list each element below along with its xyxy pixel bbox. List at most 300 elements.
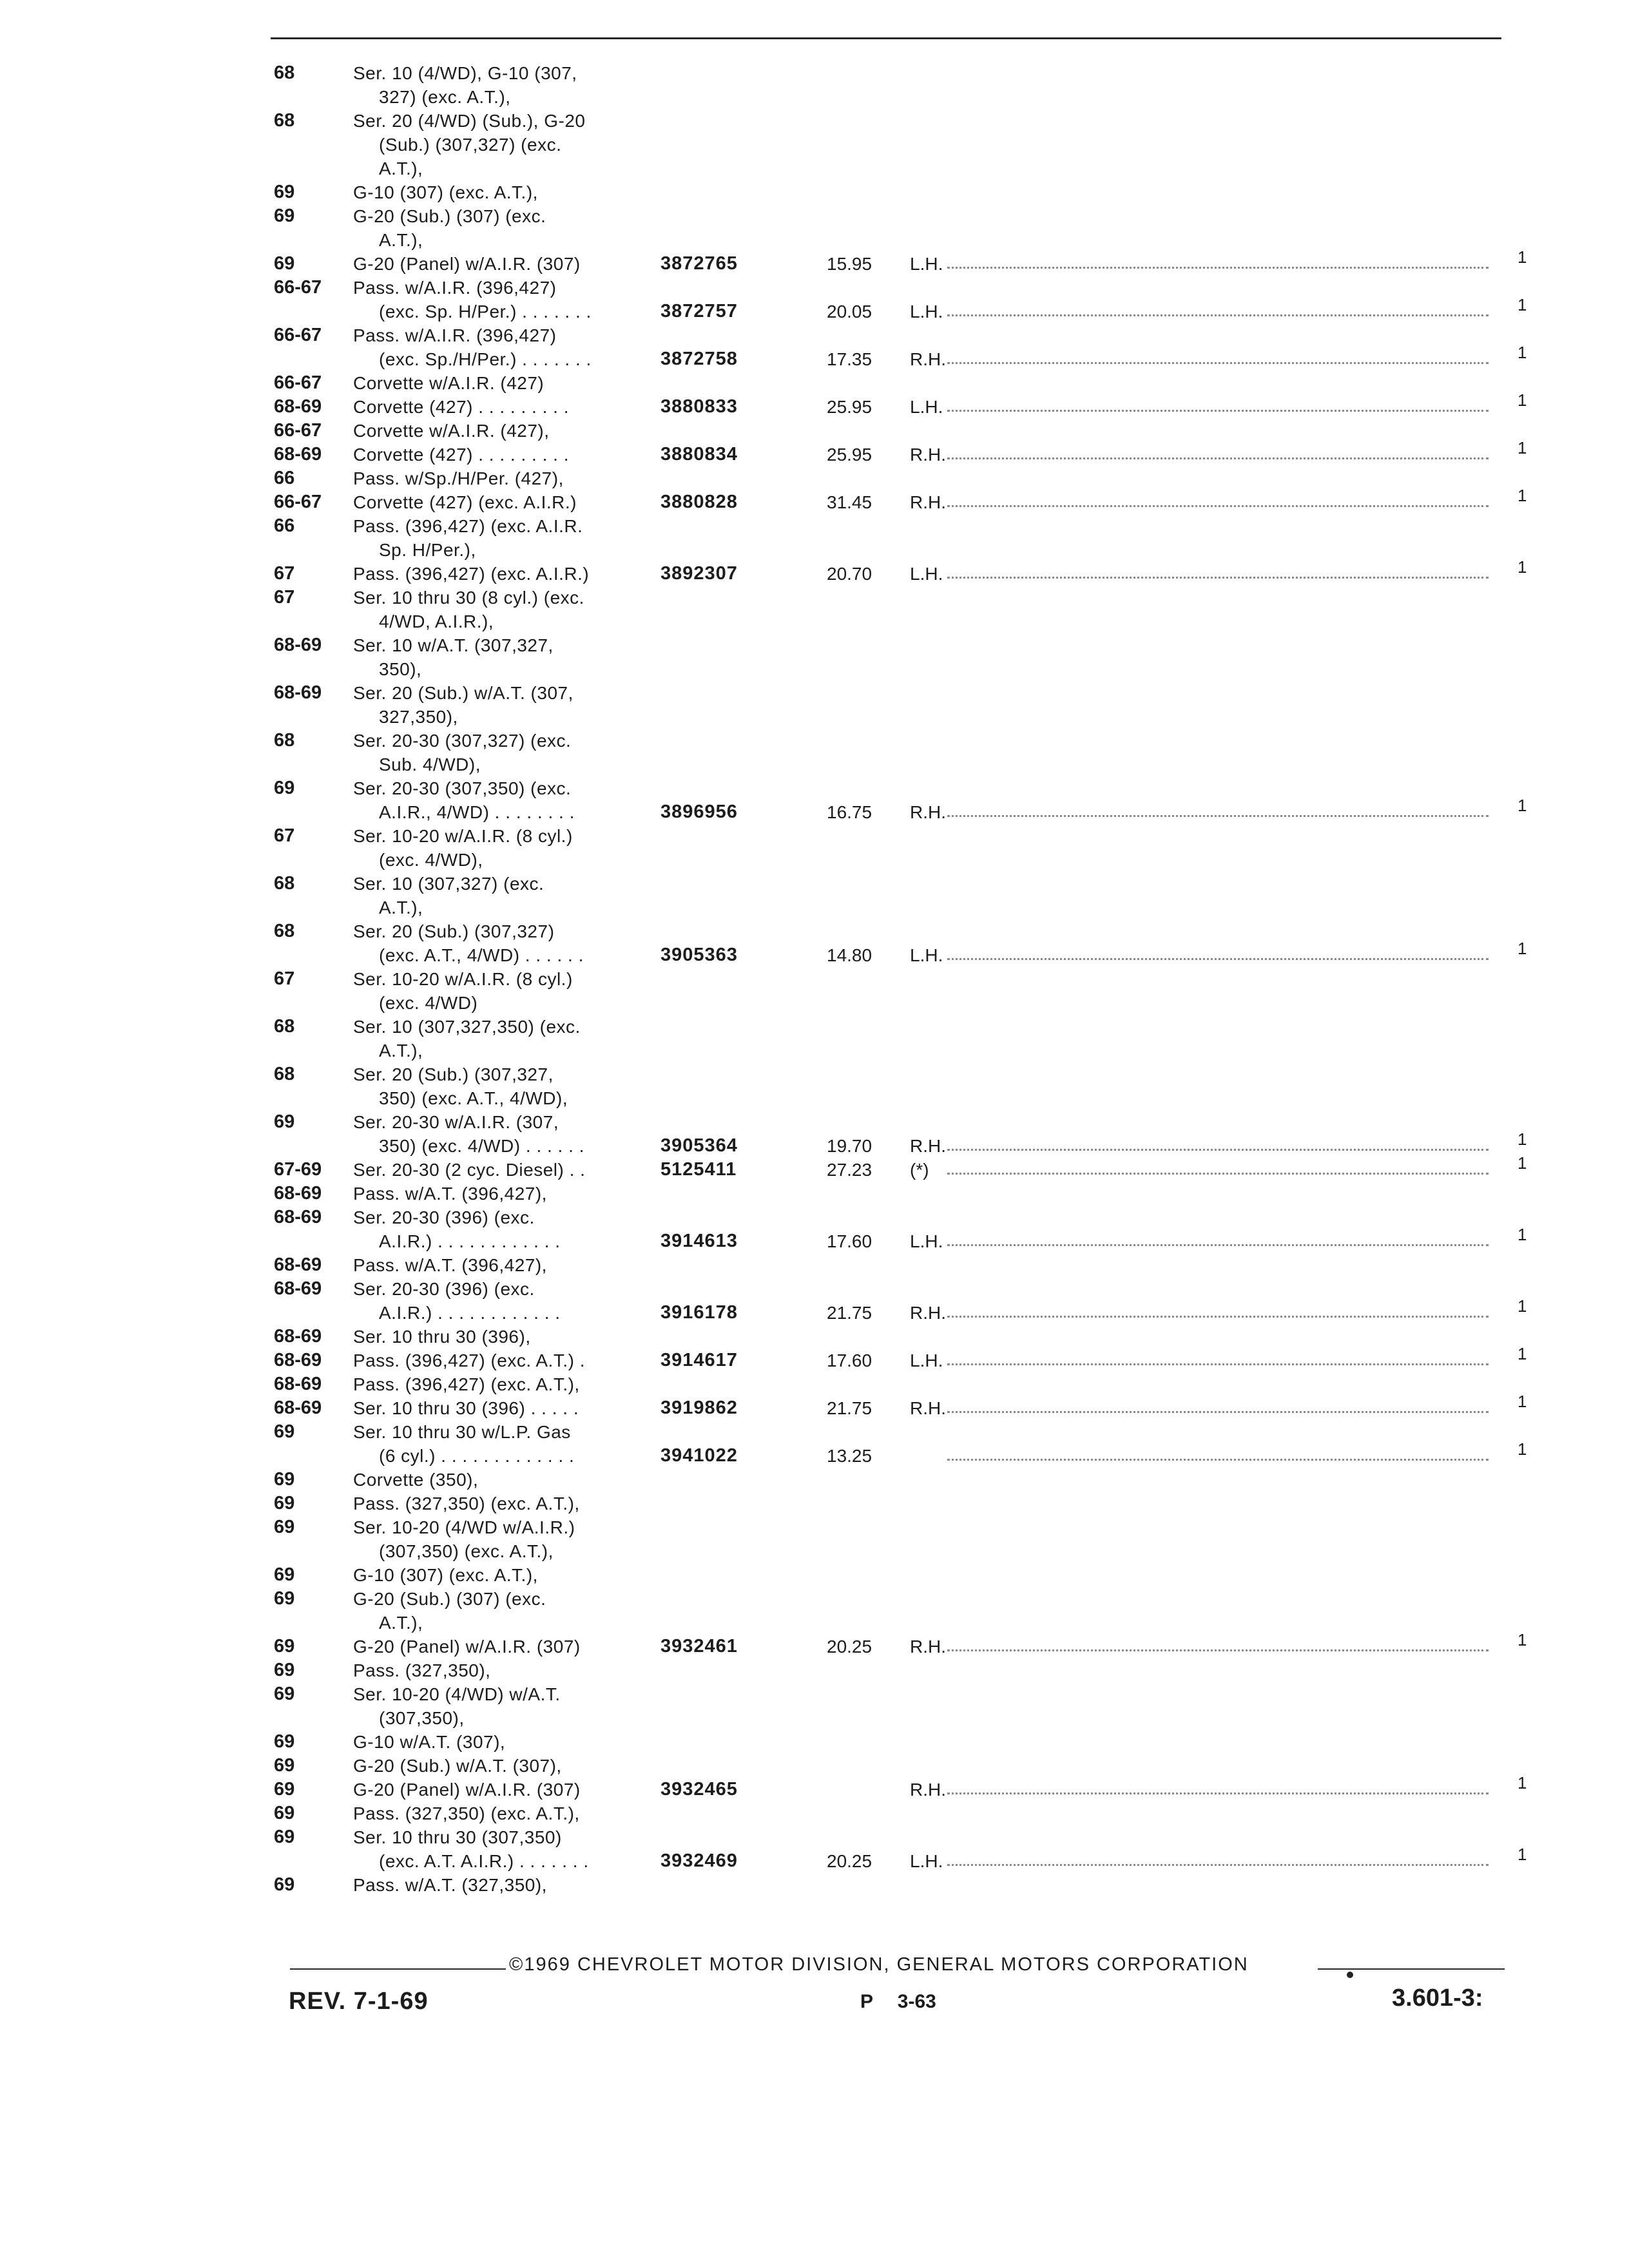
quantity: 1: [1518, 1225, 1527, 1244]
catalog-entry: [0, 514, 1629, 562]
model-years: 68: [274, 1064, 295, 1084]
entry-line: [0, 1344, 1629, 1372]
quantity: 1: [1518, 1845, 1527, 1864]
application-description: Ser. 20-30 (307,350) (exc.: [353, 778, 572, 798]
list-price: 20.05: [827, 302, 872, 322]
entry-line: [0, 466, 1629, 490]
side-designation: L.H.: [910, 302, 943, 322]
parts-list: [0, 61, 1629, 1897]
model-years: 69: [274, 1493, 295, 1514]
catalog-entry: [0, 586, 1629, 633]
entry-line: [0, 939, 1629, 967]
application-description: Ser. 10-20 (4/WD) w/A.T.: [353, 1684, 561, 1704]
list-price: 15.95: [827, 254, 872, 274]
catalog-entry: [0, 486, 1629, 514]
application-description: (307,350),: [379, 1708, 465, 1728]
quantity: 1: [1518, 557, 1527, 577]
application-description: (307,350) (exc. A.T.),: [379, 1541, 554, 1561]
entry-line: [0, 1706, 1629, 1730]
part-number: 3880833: [660, 396, 738, 417]
dot-leader: [947, 958, 1489, 960]
entry-line: [0, 796, 1629, 824]
application-description: Ser. 20 (Sub.) w/A.T. (307,: [353, 683, 574, 703]
model-years: 68-69: [274, 682, 322, 703]
application-description: Pass. (396,427) (exc. A.I.R.): [353, 564, 590, 584]
list-price: 20.70: [827, 564, 872, 584]
quantity: 1: [1518, 1129, 1527, 1149]
side-designation: L.H.: [910, 1350, 943, 1370]
catalog-entry: [0, 1206, 1629, 1253]
entry-line: [0, 1773, 1629, 1802]
application-description: Ser. 10 thru 30 (307,350): [353, 1827, 562, 1847]
catalog-entry: [0, 729, 1629, 776]
list-price: 20.25: [827, 1637, 872, 1657]
model-years: 69: [274, 1803, 295, 1823]
entry-line: [0, 1110, 1629, 1134]
application-description: A.I.R.) . . . . . . . . . . . .: [379, 1303, 561, 1323]
model-years: 68-69: [274, 1207, 322, 1227]
quantity: 1: [1518, 1153, 1527, 1173]
application-description: Ser. 20 (4/WD) (Sub.), G-20: [353, 111, 586, 131]
list-price: 21.75: [827, 1303, 872, 1323]
application-description: Pass. (327,350) (exc. A.T.),: [353, 1494, 580, 1514]
dot-leader: [947, 1149, 1489, 1151]
application-description: Ser. 20-30 (396) (exc.: [353, 1207, 535, 1227]
catalog-entry: [0, 824, 1629, 872]
dot-leader: [947, 1459, 1489, 1461]
application-description: G-20 (Sub.) (307) (exc.: [353, 1589, 546, 1609]
entry-line: [0, 1206, 1629, 1229]
catalog-entry: [0, 109, 1629, 180]
application-description: G-20 (Panel) w/A.I.R. (307): [353, 1637, 581, 1657]
application-description: 4/WD, A.I.R.),: [379, 611, 494, 631]
entry-line: [0, 705, 1629, 729]
catalog-entry: [0, 204, 1629, 252]
application-description: (exc. Sp. H/Per.) . . . . . . .: [379, 302, 592, 322]
entry-line: [0, 1392, 1629, 1420]
dot-leader: [947, 362, 1489, 364]
catalog-entry: [0, 1153, 1629, 1182]
application-description: (exc. Sp./H/Per.) . . . . . . .: [379, 349, 592, 369]
catalog-entry: [0, 1325, 1629, 1349]
entry-line: [0, 486, 1629, 514]
dot-leader: [947, 457, 1489, 459]
quantity: 1: [1518, 1296, 1527, 1316]
model-years: 67: [274, 563, 295, 584]
dot-leader: [947, 577, 1489, 579]
entry-line: [0, 1062, 1629, 1086]
part-number: 3932461: [660, 1636, 738, 1657]
entry-line: [0, 1439, 1629, 1468]
model-years: 69: [274, 1111, 295, 1132]
entry-line: [0, 1825, 1629, 1849]
application-description: Ser. 20-30 (396) (exc.: [353, 1279, 535, 1299]
part-number: 3892307: [660, 563, 738, 584]
application-description: G-10 w/A.T. (307),: [353, 1732, 506, 1752]
application-description: Ser. 20-30 (307,327) (exc.: [353, 731, 572, 751]
catalog-entry: [0, 1873, 1629, 1897]
part-number: 3932469: [660, 1850, 738, 1871]
entry-line: [0, 824, 1629, 848]
model-years: 69: [274, 1874, 295, 1895]
entry-line: [0, 967, 1629, 991]
dot-leader: [947, 1173, 1489, 1175]
side-designation: R.H.: [910, 445, 946, 465]
model-years: 67: [274, 968, 295, 989]
entry-line: [0, 1802, 1629, 1825]
model-years: 68-69: [274, 444, 322, 465]
model-years: 66-67: [274, 277, 322, 298]
model-years: 69: [274, 1684, 295, 1704]
entry-line: [0, 1129, 1629, 1158]
list-price: 25.95: [827, 445, 872, 465]
model-years: 69: [274, 778, 295, 798]
entry-line: [0, 371, 1629, 395]
part-number: 3896956: [660, 802, 738, 822]
entry-line: [0, 1754, 1629, 1778]
entry-line: [0, 1039, 1629, 1062]
catalog-entry: [0, 438, 1629, 466]
copyright-notice: ©1969 CHEVROLET MOTOR DIVISION, GENERAL MOTORS CORPORATION: [509, 1954, 1249, 1975]
application-description: A.T.),: [379, 230, 423, 250]
entry-line: [0, 1153, 1629, 1182]
catalog-entry: [0, 1420, 1629, 1468]
catalog-entry: [0, 1658, 1629, 1682]
model-years: 68-69: [274, 635, 322, 655]
model-years: 66-67: [274, 372, 322, 393]
application-description: 350) (exc. 4/WD) . . . . . .: [379, 1136, 584, 1156]
list-price: 20.25: [827, 1851, 872, 1871]
application-description: Ser. 10-20 (4/WD w/A.I.R.): [353, 1517, 575, 1537]
application-description: G-10 (307) (exc. A.T.),: [353, 1565, 538, 1585]
application-description: (exc. 4/WD): [379, 993, 478, 1013]
entry-line: [0, 323, 1629, 347]
catalog-entry: [0, 61, 1629, 109]
application-description: Pass. (396,427) (exc. A.T.) .: [353, 1350, 585, 1370]
application-description: Pass. (327,350) (exc. A.T.),: [353, 1803, 580, 1823]
part-number: 3916178: [660, 1302, 738, 1323]
application-description: (exc. A.T. A.I.R.) . . . . . . .: [379, 1851, 589, 1871]
application-description: Ser. 10-20 w/A.I.R. (8 cyl.): [353, 969, 573, 989]
application-description: Corvette (427) . . . . . . . . .: [353, 445, 569, 465]
application-description: Ser. 10-20 w/A.I.R. (8 cyl.): [353, 826, 573, 846]
list-price: 14.80: [827, 945, 872, 965]
catalog-entry: [0, 180, 1629, 204]
quantity: 1: [1518, 390, 1527, 410]
catalog-entry: [0, 247, 1629, 276]
model-years: 69: [274, 1469, 295, 1490]
application-description: Sp. H/Per.),: [379, 540, 476, 560]
catalog-entry: [0, 919, 1629, 967]
quantity: 1: [1518, 1392, 1527, 1411]
application-description: Pass. w/Sp./H/Per. (427),: [353, 468, 564, 488]
catalog-entry: [0, 1563, 1629, 1587]
catalog-entry: [0, 1182, 1629, 1206]
quantity: 1: [1518, 295, 1527, 314]
side-designation: L.H.: [910, 1231, 943, 1251]
application-description: Ser. 10 (4/WD), G-10 (307,: [353, 63, 577, 83]
revision-date: REV. 7-1-69: [289, 1988, 429, 2015]
model-years: 68: [274, 62, 295, 83]
model-years: 68: [274, 1016, 295, 1037]
entry-line: [0, 1587, 1629, 1611]
entry-line: [0, 1325, 1629, 1349]
entry-line: [0, 991, 1629, 1015]
dot-leader: [947, 1363, 1489, 1365]
entry-line: [0, 514, 1629, 538]
side-designation: L.H.: [910, 254, 943, 274]
model-years: 68-69: [274, 1398, 322, 1418]
part-number: 3872758: [660, 349, 738, 369]
model-years: 68-69: [274, 1350, 322, 1370]
entry-line: [0, 247, 1629, 276]
catalog-entry: [0, 1392, 1629, 1420]
application-description: Ser. 10 thru 30 (396),: [353, 1327, 531, 1347]
entry-line: [0, 848, 1629, 872]
application-description: G-20 (Panel) w/A.I.R. (307): [353, 1780, 581, 1800]
dot-leader: [947, 1649, 1489, 1651]
catalog-entry: [0, 1773, 1629, 1802]
model-years: 66-67: [274, 420, 322, 441]
application-description: Corvette w/A.I.R. (427): [353, 373, 545, 393]
entry-line: [0, 1086, 1629, 1110]
list-price: 17.35: [827, 349, 872, 369]
application-description: Pass. w/A.I.R. (396,427): [353, 278, 557, 298]
quantity: 1: [1518, 796, 1527, 815]
side-designation: L.H.: [910, 945, 943, 965]
catalog-entry: [0, 1015, 1629, 1062]
quantity: 1: [1518, 939, 1527, 958]
catalog-entry: [0, 872, 1629, 919]
entry-line: [0, 1658, 1629, 1682]
part-number: 3905364: [660, 1135, 738, 1156]
model-years: 66-67: [274, 492, 322, 512]
entry-line: [0, 390, 1629, 419]
page-reference: P 3-63: [860, 1991, 936, 2012]
entry-line: [0, 1182, 1629, 1206]
entry-line: [0, 1296, 1629, 1325]
entry-line: [0, 1225, 1629, 1253]
model-years: 66: [274, 468, 295, 488]
dot-leader: [947, 267, 1489, 269]
entry-line: [0, 557, 1629, 586]
application-description: Ser. 20-30 (2 cyc. Diesel) . .: [353, 1160, 586, 1180]
application-description: Ser. 10 w/A.T. (307,327,: [353, 635, 554, 655]
side-designation: R.H.: [910, 1303, 946, 1323]
entry-line: [0, 228, 1629, 252]
side-designation: (*): [910, 1160, 929, 1180]
entry-line: [0, 681, 1629, 705]
dot-leader: [947, 815, 1489, 817]
section-number: 3.601-3:: [1392, 1984, 1483, 2012]
catalog-entry: [0, 1253, 1629, 1277]
entry-line: [0, 776, 1629, 800]
catalog-entry: [0, 633, 1629, 681]
model-years: 69: [274, 253, 295, 274]
dot-leader: [947, 410, 1489, 412]
entry-line: [0, 1845, 1629, 1873]
dot-leader: [947, 1244, 1489, 1246]
model-years: 69: [274, 1731, 295, 1752]
application-description: Pass. w/A.T. (396,427),: [353, 1184, 547, 1204]
model-years: 68: [274, 730, 295, 751]
model-years: 69: [274, 1564, 295, 1585]
catalog-entry: [0, 371, 1629, 395]
application-description: (6 cyl.) . . . . . . . . . . . . .: [379, 1446, 575, 1466]
quantity: 1: [1518, 1344, 1527, 1363]
catalog-entry: [0, 1515, 1629, 1563]
part-number: 3880834: [660, 444, 738, 465]
part-number: 3905363: [660, 945, 738, 965]
application-description: Corvette w/A.I.R. (427),: [353, 421, 550, 441]
entry-line: [0, 610, 1629, 633]
catalog-entry: [0, 1587, 1629, 1635]
catalog-entry: [0, 1277, 1629, 1325]
quantity: 1: [1518, 486, 1527, 505]
catalog-entry: [0, 1468, 1629, 1492]
dot-leader: [947, 1411, 1489, 1413]
entry-line: [0, 753, 1629, 776]
entry-line: [0, 538, 1629, 562]
application-description: 350),: [379, 659, 422, 679]
catalog-entry: [0, 1062, 1629, 1110]
catalog-entry: [0, 557, 1629, 586]
entry-line: [0, 729, 1629, 753]
application-description: A.T.),: [379, 159, 423, 178]
catalog-entry: [0, 1802, 1629, 1825]
catalog-entry: [0, 323, 1629, 371]
entry-line: [0, 419, 1629, 443]
entry-line: [0, 276, 1629, 300]
application-description: Ser. 10 (307,327,350) (exc.: [353, 1017, 581, 1037]
application-description: Pass. w/A.I.R. (396,427): [353, 325, 557, 345]
model-years: 69: [274, 1421, 295, 1442]
list-price: 17.60: [827, 1350, 872, 1370]
dot-leader: [947, 1864, 1489, 1866]
entry-line: [0, 633, 1629, 657]
application-description: Sub. 4/WD),: [379, 754, 481, 774]
application-description: Pass. (396,427) (exc. A.I.R.: [353, 516, 583, 536]
part-number: 5125411: [660, 1159, 737, 1180]
dot-leader: [947, 1316, 1489, 1318]
application-description: A.T.),: [379, 1041, 423, 1061]
application-description: G-20 (Sub.) (307) (exc.: [353, 206, 546, 226]
list-price: 31.45: [827, 492, 872, 512]
model-years: 69: [274, 206, 295, 226]
entry-line: [0, 1682, 1629, 1706]
quantity: 1: [1518, 343, 1527, 362]
side-designation: R.H.: [910, 1136, 946, 1156]
list-price: 25.95: [827, 397, 872, 417]
entry-line: [0, 85, 1629, 109]
catalog-entry: [0, 1630, 1629, 1658]
entry-line: [0, 343, 1629, 371]
application-description: 327,350),: [379, 707, 458, 727]
catalog-entry: [0, 1110, 1629, 1158]
entry-line: [0, 896, 1629, 919]
entry-line: [0, 657, 1629, 681]
model-years: 67-69: [274, 1159, 322, 1180]
application-description: Corvette (427) (exc. A.I.R.): [353, 492, 577, 512]
application-description: 350) (exc. A.T., 4/WD),: [379, 1088, 568, 1108]
list-price: 27.23: [827, 1160, 872, 1180]
application-description: Corvette (427) . . . . . . . . .: [353, 397, 569, 417]
catalog-entry: [0, 1730, 1629, 1754]
part-number: 3872765: [660, 253, 738, 274]
side-designation: R.H.: [910, 1780, 946, 1800]
model-years: 69: [274, 1660, 295, 1680]
entry-line: [0, 157, 1629, 180]
part-number: 3919862: [660, 1398, 738, 1418]
entry-line: [0, 1015, 1629, 1039]
model-years: 68: [274, 110, 295, 131]
entry-line: [0, 438, 1629, 466]
entry-line: [0, 1468, 1629, 1492]
application-description: Pass. w/A.T. (396,427),: [353, 1255, 547, 1275]
quantity: 1: [1518, 247, 1527, 267]
side-designation: R.H.: [910, 802, 946, 822]
part-number: 3941022: [660, 1445, 738, 1466]
list-price: 13.25: [827, 1446, 872, 1466]
bullet-dot: [1347, 1972, 1353, 1978]
application-description: (Sub.) (307,327) (exc.: [379, 135, 562, 155]
model-years: 69: [274, 1588, 295, 1609]
entry-line: [0, 295, 1629, 323]
entry-line: [0, 1563, 1629, 1587]
quantity: 1: [1518, 1630, 1527, 1649]
catalog-entry: [0, 1754, 1629, 1778]
model-years: 69: [274, 1827, 295, 1847]
entry-line: [0, 1611, 1629, 1635]
entry-line: [0, 919, 1629, 943]
side-designation: L.H.: [910, 564, 943, 584]
model-years: 68: [274, 921, 295, 941]
application-description: Pass. (396,427) (exc. A.T.),: [353, 1374, 580, 1394]
application-description: A.I.R.) . . . . . . . . . . . .: [379, 1231, 561, 1251]
model-years: 69: [274, 182, 295, 202]
model-years: 69: [274, 1779, 295, 1800]
side-designation: R.H.: [910, 492, 946, 512]
catalog-entry: [0, 776, 1629, 824]
list-price: 21.75: [827, 1398, 872, 1418]
entry-line: [0, 586, 1629, 610]
application-description: Ser. 10 thru 30 (396) . . . . .: [353, 1398, 579, 1418]
top-rule: [271, 37, 1501, 39]
part-number: 3914617: [660, 1350, 738, 1370]
model-years: 69: [274, 1517, 295, 1537]
entry-line: [0, 1420, 1629, 1444]
entry-line: [0, 1277, 1629, 1301]
quantity: 1: [1518, 1439, 1527, 1459]
model-years: 68-69: [274, 1254, 322, 1275]
model-years: 66: [274, 515, 295, 536]
application-description: G-10 (307) (exc. A.T.),: [353, 182, 538, 202]
application-description: Pass. (327,350),: [353, 1660, 491, 1680]
model-years: 69: [274, 1755, 295, 1776]
application-description: 327) (exc. A.T.),: [379, 87, 511, 107]
application-description: A.T.),: [379, 898, 423, 918]
model-years: 68-69: [274, 1278, 322, 1299]
part-number: 3880828: [660, 492, 738, 512]
application-description: A.I.R., 4/WD) . . . . . . . .: [379, 802, 575, 822]
entry-line: [0, 872, 1629, 896]
application-description: A.T.),: [379, 1613, 423, 1633]
application-description: Ser. 10 (307,327) (exc.: [353, 874, 545, 894]
catalog-entry: [0, 1682, 1629, 1730]
catalog-entry: [0, 1344, 1629, 1372]
entry-line: [0, 61, 1629, 85]
entry-line: [0, 1253, 1629, 1277]
